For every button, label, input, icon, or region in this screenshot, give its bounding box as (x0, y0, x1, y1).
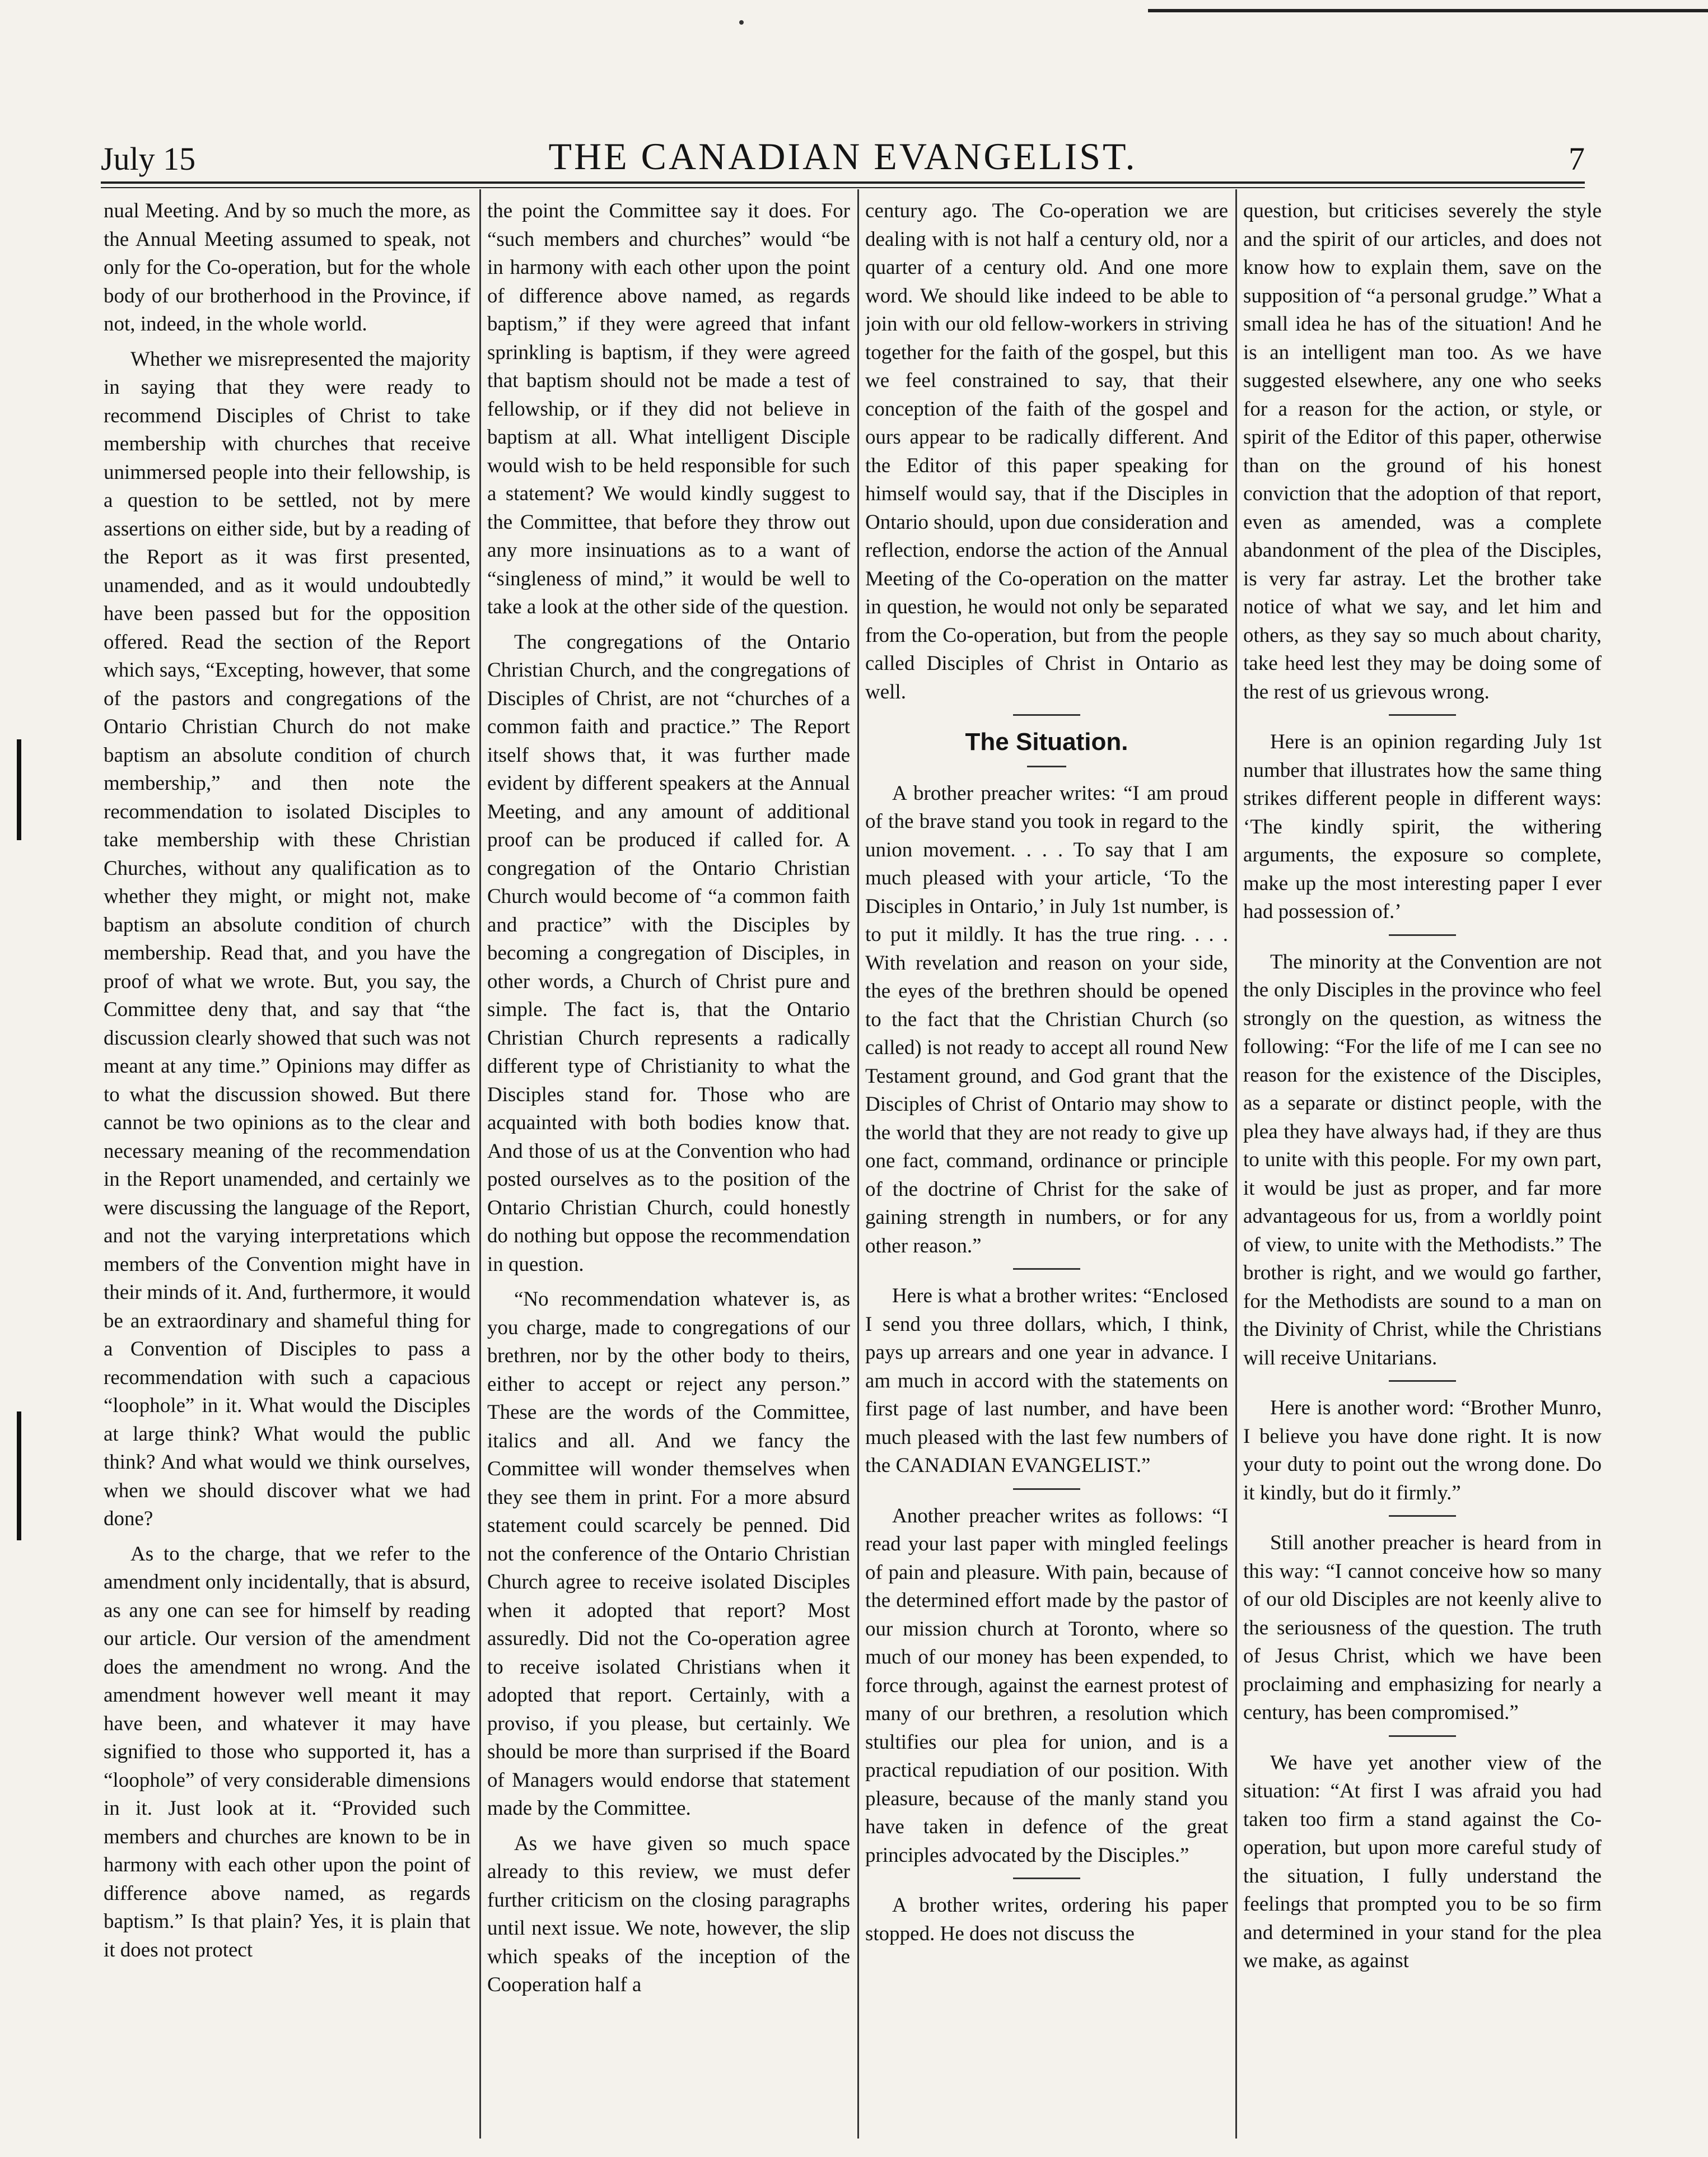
header-rule-thin (101, 187, 1585, 188)
paragraph: Whether we misrepresented the majority in saying that they were ready to recommend Disciples of Christ to take membership with churches that receive unimmersed people into their fellowship, is a question to be settled, not by mere assertions on either side, but by a reading of the Report as it was first presented, unamended, and as it would undoubtedly have been passed but for the opposition offered. Read the section of the Report which says, “Excepting, however, that some of the pastors and congregations of the Ontario Christian Church do not make baptism an absolute condition of church membership,” and then note the recommendation to isolated Disciples to take membership with these Christian Churches, without any qualification as to whether they might, or might not, make baptism an absolute condition of church membership. Read that, and you have the proof of what we wrote. But, you say, the Committee deny that, and say that “the discussion clearly showed that such was not meant at any time.” Opinions may differ as to what the discussion showed. But there cannot be two opinions as to the clear and necessary meaning of the recommendation in the Report unamended, and certainly we were discussing the language of the Report, and not the varying interpretations which members of the Convention might have in their minds of it. And, furthermore, it would be an extraordinary and shameful thing for a Convention of Disciples to pass a recommendation with such a capacious “loophole” in it. What would the Disciples at large think? What would the public think? And what would we think ourselves, when we should discover what we had done? (104, 347, 470, 1530)
item-separator (1389, 1735, 1456, 1737)
paragraph: Here is an opinion regarding July 1st number that illustrates how the same thing strikes different people in different ways: ‘The kindly spirit, the withering arguments, the exposure so complete, make up the most interesting paper I ever had possession of.’ (1243, 730, 1602, 923)
paragraph: The minority at the Convention are not the only Disciples in the province who feel strongly on the question, as witness the following: “For the life of me I can see no reason for the existence of the Disciples, as a separate or distinct people, with the plea they have always had, if they are thus to unite with this people. For my own part, it would be just as proper, and far more advantageous for us, from a worldly point of view, to unite with the Methodists.” The brother is right, and we would go farther, for the Methodists are sound to a man on the Divinity of Christ, while the Christians will receive Unitarians. (1243, 950, 1602, 1369)
paragraph: The congregations of the Ontario Christian Church, and the congregations of Disciples of Christ, are not “churches of a common faith and practice.” The Report itself shows that, it was further made evident by different speakers at the Annual Meeting, and any amount of additional proof can be produced if called for. A congregation of the Ontario Christian Church would become of “a common faith and practice” with the Disciples by becoming a congregation of Disciples, in other words, a Church of Christ pure and simple. The fact is, that the Ontario Christian Church represents a radically different type of Christianity to what the Disciples stand for. Those who are acquainted with both bodies know that. And those of us at the Convention who had posted ourselves as to the position of the Ontario Christian Church, could honestly do nothing but oppose the recommendation in question. (487, 630, 850, 1276)
paragraph: As to the charge, that we refer to the amendment only incidentally, that is absurd, as any one can see for himself by reading our article. Our version of the amendment does the amendment no wrong. And the amendment however well meant it may have been, and whatever it may have signified to those who supported it, has a “loophole” of very considerable dimensions in it. Just look at it. “Provided such members and churches are known to be in harmony with each other upon the point of difference above named, as regards baptism.” Is that plain? Yes, it is plain that it does not protect (104, 1542, 470, 1962)
top-border-line (1148, 9, 1708, 12)
paragraph: “No recommendation whatever is, as you charge, made to congregations of our brethren, nor by the other body to theirs, either to accept or reject any person.” These are the words of the Committee, italics and all. And we fancy the Committee will wonder themselves when they see them in print. For a more absurd statement could scarcely be penned. Did not the conference of the Ontario Christian Church agree to receive isolated Disciples when it adopted that report? Most assuredly. Did not the Co-operation agree to receive isolated Christians when it adopted that report. Certainly, with a proviso, if you please, but certainly. We should be more than surprised if the Board of Managers would endorse that statement made by the Committee. (487, 1288, 850, 1820)
column-4 (1243, 197, 1602, 2141)
margin-mark (17, 1411, 21, 1540)
column-divider (857, 189, 859, 2139)
paragraph: As we have given so much space already to this review, we must defer further criticism on the closing paragraphs until next issue. We note, however, the slip which speaks of the inception of the Cooperation half a (487, 1832, 850, 1996)
issue-date: July 15 (101, 141, 196, 177)
paragraph: We have yet another view of the situation: “At first I was afraid you had taken too firm a stand against the Co-operation, but upon more careful study of the situation, I fully understand the feelings that prompted you to be so firm and determined in your stand for the plea we make, as against (1243, 1751, 1602, 1972)
page-number: 7 (1569, 141, 1585, 177)
paragraph: A brother preacher writes: “I am proud of the brave stand you took in regard to the union movement. . . . To say that I am much pleased with your article, ‘To the Disciples in Ontario,’ in July 1st number, is to put it mildly. It has the true ring. . . . With revelation and reason on your side, the eyes of the brethren should be opened to the fact that the Christian Church (so called) is not ready to accept all round New Testament ground, and God grant that the Disciples of Christ of Ontario may show to the world that they are not ready to give up one fact, command, ordinance or principle of the doctrine of Christ for the sake of gaining strength in numbers, or for any other reason.” (865, 781, 1228, 1257)
paragraph: Another preacher writes as follows: “I read your last paper with mingled feelings of pain and pleasure. With pain, because of the determined effort made by the pastor of our mission church at Toronto, where so much of our money has been expended, to force through, against the earnest protest of many of our brethren, a resolution which stultifies our plea for union, and is a practical repudiation of our position. With pleasure, because of the manly stand you have taken in defence of the great principles advocated by the Disciples.” (865, 1504, 1228, 1867)
paragraph: century ago. The Co-operation we are dealing with is not half a century old, nor a quarter of a century old. And one more word. We should like indeed to be able to join with our old fellow-workers in striving together for the faith of the gospel, but this we feel constrained to say, that their conception of the faith of the gospel and ours appear to be radically different. And the Editor of this paper speaking for himself would say, that if the Disciples in Ontario should, upon due consideration and reflection, endorse the action of the Annual Meeting of the Co-operation on the matter in question, he would not only be separated from the Co-operation, but from the people called Disciples of Christ in Ontario as well. (865, 199, 1228, 704)
paragraph: Here is what a brother writes: “Enclosed I send you three dollars, which, I think, pays up arrears and one year in advance. I am much in accord with the statements on first page of last number, and have been much pleased with the last few numbers of the CANADIAN EVANGELIST.” (865, 1284, 1228, 1477)
masthead-title: THE CANADIAN EVANGELIST. (548, 135, 1137, 178)
section-separator (1013, 714, 1080, 716)
paragraph: Still another preacher is heard from in this way: “I cannot conceive how so many of our old Disciples are not keenly alive to the seriousness of the question. The truth of Jesus Christ, which we have been proclaiming and emphasizing for nearly a century, has been compromised.” (1243, 1531, 1602, 1724)
paragraph: the point the Committee say it does. For “such members and churches” would “be in harmony with each other upon the point of difference above named, as regards baptism,” if they were agreed that infant sprinkling is baptism, if they were agreed that baptism should not be made a test of fellowship, or if they did not believe in baptism at all. What intelligent Disciple would wish to be held responsible for such a statement? We would kindly suggest to the Committee, that before they throw out any more insinuations as to a want of “singleness of mind,” it would be well to take a look at the other side of the question. (487, 199, 850, 618)
item-separator (1389, 1380, 1456, 1382)
section-heading: The Situation. (965, 728, 1128, 756)
header-rule-thick (101, 181, 1585, 184)
column-2 (487, 197, 850, 2141)
column-1 (104, 197, 470, 2141)
paragraph: Here is another word: “Brother Munro, I believe you have done right. It is now your duty to point out the wrong done. Do it kindly, but do it firmly.” (1243, 1396, 1602, 1504)
item-separator (1389, 1515, 1456, 1517)
margin-mark (17, 739, 21, 840)
page-header (101, 134, 1585, 185)
column-3 (865, 197, 1228, 2141)
paragraph: question, but criticises severely the style and the spirit of our articles, and does not know how to explain them, save on the supposition of “a personal grudge.” What a small idea he has of the situation! And he is an intelligent man too. As we have suggested elsewhere, any one who seeks for a reason for the action, or style, or spirit of the Editor of this paper, otherwise than on the ground of his honest conviction that the adoption of that report, even as amended, was a complete abandonment of the plea of the Disciples, is very far astray. Let the brother take notice of what we say, and let him and others, as they say so much about charity, take heed lest they may be doing some of the rest of us grievous wrong. (1243, 199, 1602, 704)
heading-underline (1027, 766, 1066, 767)
print-speck (739, 20, 744, 25)
column-divider (479, 189, 481, 2139)
paragraph: A brother writes, ordering his paper stopped. He does not discuss the (865, 1894, 1228, 1945)
item-separator (1389, 714, 1456, 716)
item-separator (1013, 1268, 1080, 1270)
item-separator (1013, 1488, 1080, 1490)
item-separator (1013, 1878, 1080, 1879)
item-separator (1389, 934, 1456, 936)
column-divider (1235, 189, 1237, 2139)
paragraph: nual Meeting. And by so much the more, as the Annual Meeting assumed to speak, not only for the Co-operation, but for the whole body of our brotherhood in the Province, if not, indeed, in the whole world. (104, 199, 470, 336)
